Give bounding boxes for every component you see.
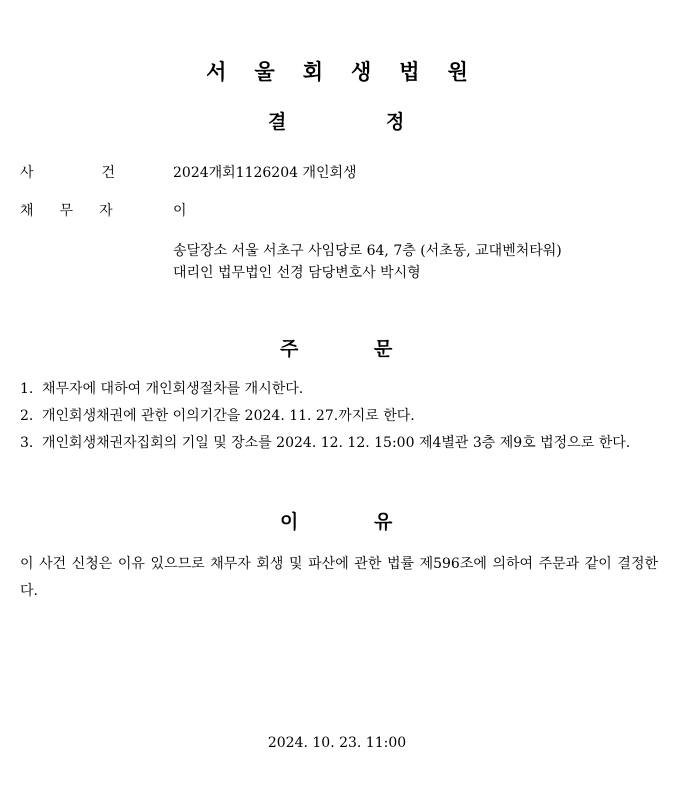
- court-name-char: 법: [399, 60, 420, 84]
- reason-text: 이 사건 신청은 이유 있으므로 채무자 회생 및 파산에 관한 법률 제596조에 의하여 주문과 같이 결정한다.: [20, 556, 658, 599]
- decision-title-left: 결: [268, 111, 287, 133]
- case-label-char: 건: [101, 165, 116, 181]
- order-title-right: 문: [374, 338, 393, 360]
- case-label: [20, 162, 115, 182]
- court-name-char: 울: [254, 60, 275, 84]
- order-text: 개인회생채권자집회의 기일 및 장소를 2024. 12. 12. 15:00 제4별관 3층 제9호 법정으로 한다.: [42, 435, 631, 451]
- legal-agent: 대리인 법무법인 선경 담당변호사 박시형: [173, 265, 421, 281]
- court-name: [0, 56, 674, 86]
- debtor-label-char: 자: [99, 203, 113, 219]
- order-item: [20, 376, 660, 403]
- debtor-label-char: 채: [20, 203, 34, 219]
- debtor-name: 이: [173, 203, 187, 219]
- order-number: 3.: [20, 435, 34, 451]
- court-name-char: 생: [351, 60, 372, 84]
- order-item: [20, 403, 660, 430]
- case-number: 2024개회1126204 개인회생: [173, 165, 357, 181]
- reason-title-right: 유: [374, 511, 393, 533]
- service-address: 송달장소 서울 서초구 사임당로 64, 7층 (서초동, 교대벤처타워): [173, 243, 562, 259]
- decision-date: 2024. 10. 23. 11:00: [267, 735, 407, 751]
- order-title-left: 주: [280, 338, 299, 360]
- order-text: 채무자에 대하여 개인회생절차를 개시한다.: [42, 381, 304, 397]
- court-name-char: 회: [302, 60, 323, 84]
- order-number: 2.: [20, 408, 34, 424]
- case-label-char: 사: [20, 165, 34, 181]
- court-name-char: 서: [206, 60, 227, 84]
- order-number: 1.: [20, 381, 34, 397]
- reason-title-left: 이: [280, 511, 299, 533]
- order-item: [20, 430, 660, 457]
- debtor-label: [20, 200, 113, 220]
- decision-title-right: 정: [386, 111, 405, 133]
- order-text: 개인회생채권에 관한 이의기간을 2024. 11. 27.까지로 한다.: [42, 408, 415, 424]
- court-name-char: 원: [447, 60, 468, 84]
- debtor-label-char: 무: [59, 203, 74, 219]
